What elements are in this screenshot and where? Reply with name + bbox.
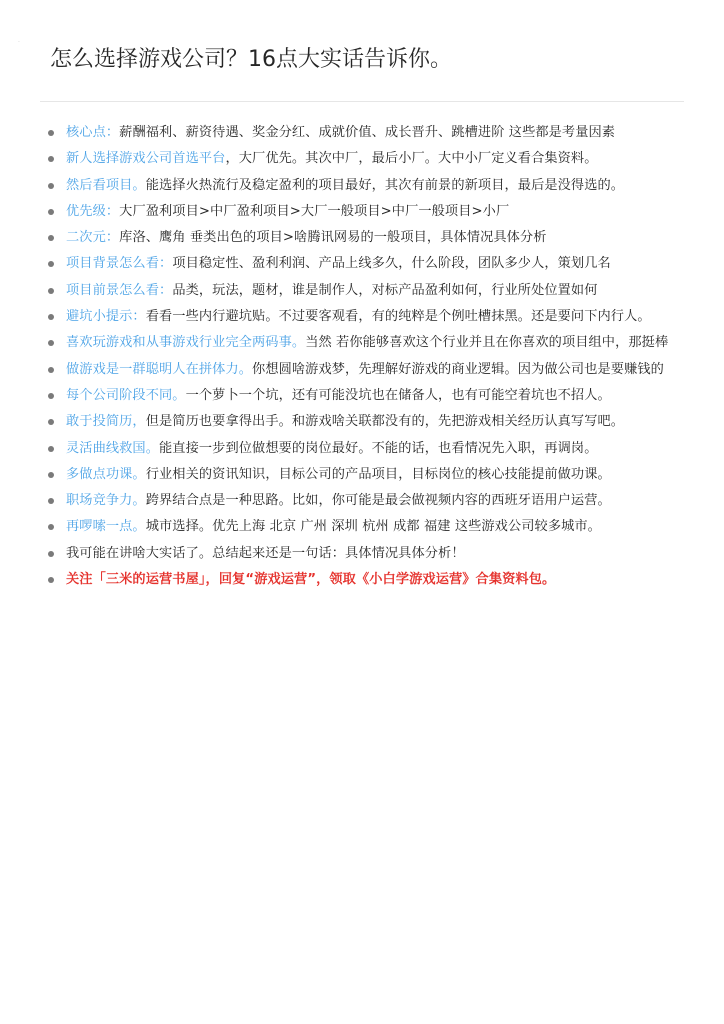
bullet-dot-icon [48, 235, 54, 241]
list-item [0, 306, 724, 328]
list-item [0, 438, 724, 460]
promo-text: 关注「三米的运营书屋」，回复“游戏运营”，领取《小白学游戏运营》合集资料包。 [66, 572, 556, 588]
bullet-dot-icon [48, 340, 54, 346]
corner-mark: · [18, 39, 20, 46]
item-label: 灵活曲线救国。 [66, 440, 160, 456]
bullet-dot-icon [48, 183, 54, 189]
bullet-dot-icon [48, 209, 54, 215]
item-label: 做游戏是一群聪明人在拼体力。 [66, 361, 253, 377]
bullet-dot-icon [48, 524, 54, 530]
list-item [0, 148, 724, 170]
title-divider [40, 101, 684, 102]
bullet-dot-icon [48, 446, 54, 452]
bullet-dot-icon [48, 498, 54, 504]
promo-item [0, 569, 724, 591]
tips-list [0, 122, 724, 595]
bullet-dot-icon [48, 314, 54, 320]
list-item [0, 411, 724, 433]
item-label: 项目背景怎么看： [66, 256, 173, 272]
item-text: 当然 若你能够喜欢这个行业并且在你喜欢的项目组中，那挺棒 [305, 335, 669, 351]
list-item [0, 516, 724, 538]
item-label: 每个公司阶段不同。 [66, 387, 186, 403]
list-item [0, 122, 724, 144]
item-text: 薪酬福利、薪资待遇、奖金分红、成就价值、成长晋升、跳槽进阶 这些都是考量因素 [119, 125, 616, 140]
bullet-dot-icon [48, 551, 54, 557]
page-title: 怎么选择游戏公司？16点大实话告诉你。 [50, 47, 452, 72]
list-item [0, 543, 724, 565]
list-item [0, 332, 724, 354]
item-label: 避坑小提示： [66, 309, 146, 325]
bullet-dot-icon [48, 419, 54, 425]
bullet-dot-icon [48, 156, 54, 162]
item-label: 核心点： [66, 125, 120, 140]
list-item [0, 227, 724, 249]
item-label: 再啰嗦一点。 [66, 519, 146, 535]
list-item [0, 359, 724, 381]
list-item [0, 253, 724, 275]
bullet-dot-icon [48, 393, 54, 399]
item-text: 我可能在讲啥大实话了。总结起来还是一句话：具体情况具体分析！ [66, 545, 465, 561]
item-text: 城市选择。优先上海 北京 广州 深圳 杭州 成都 福建 这些游戏公司较多城市。 [145, 519, 601, 535]
item-label: 职场竞争力。 [66, 493, 146, 509]
item-text: 项目稳定性、盈利利润、产品上线多久，什么阶段，团队多少人，策划几名 [172, 256, 611, 272]
item-text: ，大厂优先。其次中厂，最后小厂。大中小厂定义看合集资料。 [225, 151, 598, 167]
item-label: 优先级： [66, 203, 120, 219]
bullet-dot-icon [48, 288, 54, 294]
item-label: 多做点功课。 [66, 466, 146, 482]
list-item [0, 464, 724, 486]
item-text: 跨界结合点是一种思路。比如，你可能是最会做视频内容的西班牙语用户运营。 [145, 493, 611, 509]
item-text: 行业相关的资讯知识，目标公司的产品项目，目标岗位的核心技能提前做功课。 [145, 466, 611, 482]
item-text: 一个萝卜一个坑，还有可能没坑也在储备人，也有可能空着坑也不招人。 [185, 387, 611, 403]
list-item [0, 490, 724, 512]
item-text: 你想圆啥游戏梦，先理解好游戏的商业逻辑。因为做公司也是要赚钱的 [252, 361, 664, 377]
item-text: 库洛、鹰角 垂类出色的项目>啥腾讯网易的一般项目，具体情况具体分析 [119, 230, 547, 246]
list-item [0, 201, 724, 223]
bullet-dot-icon [48, 472, 54, 478]
item-label: 喜欢玩游戏和从事游戏行业完全两码事。 [66, 335, 306, 351]
item-text: 能直接一步到位做想要的岗位最好。不能的话，也看情况先入职，再调岗。 [159, 440, 598, 456]
bullet-dot-icon [48, 367, 54, 373]
bullet-dot-icon [48, 130, 54, 136]
item-label: 敢于投简历， [66, 414, 146, 430]
item-text: 能选择火热流行及稳定盈利的项目最好，其次有前景的新项目，最后是没得选的。 [145, 177, 625, 193]
item-label: 项目前景怎么看： [66, 282, 173, 298]
item-text: 大厂盈利项目>中厂盈利项目>大厂一般项目>中厂一般项目>小厂 [119, 203, 510, 219]
list-item [0, 175, 724, 197]
item-text: 但是简历也要拿得出手。和游戏啥关联都没有的，先把游戏相关经历认真写写吧。 [145, 414, 625, 430]
item-label: 二次元： [66, 230, 120, 246]
item-text: 品类，玩法，题材，谁是制作人，对标产品盈利如何，行业所处位置如何 [172, 282, 598, 298]
item-text: 看看一些内行避坑贴。不过要客观看，有的纯粹是个例吐槽抹黑。还是要问下内行人。 [145, 309, 651, 325]
list-item [0, 385, 724, 407]
bullet-dot-icon [48, 261, 54, 267]
bullet-dot-icon [48, 577, 54, 583]
list-item [0, 280, 724, 302]
item-label: 新人选择游戏公司首选平台 [66, 151, 226, 167]
item-label: 然后看项目。 [66, 177, 146, 193]
